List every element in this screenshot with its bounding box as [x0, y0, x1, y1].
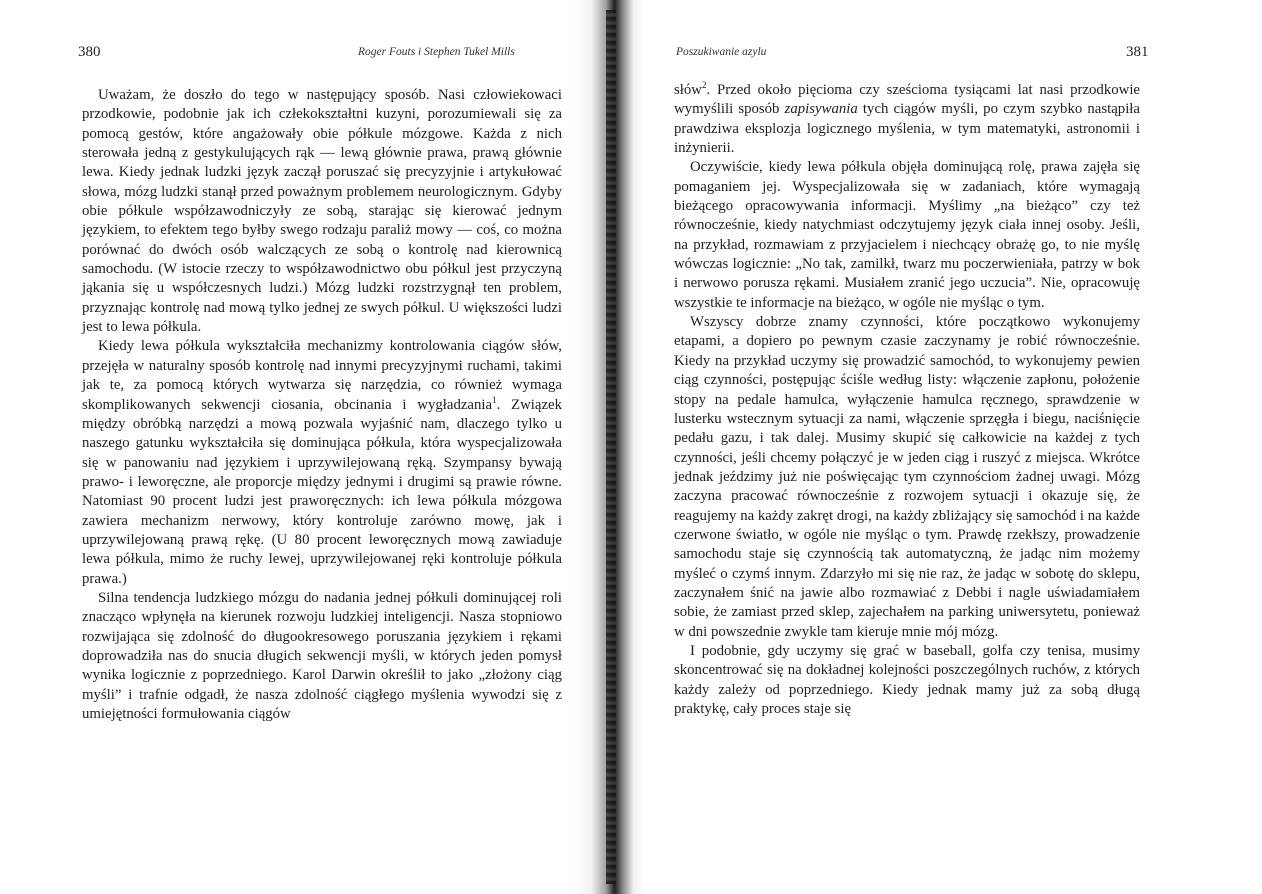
body-text	[82, 86, 562, 724]
paragraph: Uważam, że doszło do tego w następujący sposób. Nasi człowiekowaci przodkowie, podobnie jak ich człekokształtni kuzyni, porozumiewali się za pomocą gestów, które angażowały obie półkule mózgowe. Każda z nich sterowała jedną z gestykulujących rąk — lewą głównie prawa, prawą głównie lewa. Kiedy jednak ludzki język zaczął poruszać się precyzyjnie i artykułować słowa, mózg ludzki stanął przed poważnym problemem neurologicznym. Gdyby obie półkule współzawodniczyły ze sobą, starając się kierować jednym językiem, to efektem tego byłby swego rodzaju paraliż mowy — coś, co można porównać do dwóch osób walczących ze sobą o kontrolę nad kierownicą samochodu. (W istocie rzeczy to współzawodnictwo obu półkul jest przyczyną jąkania się u współczesnych ludzi.) Mózg ludzki rozstrzygnął ten problem, przyznając kontrolę nad mową tylko jednej ze swych półkul. U większości ludzi jest to lewa półkula.	[82, 87, 562, 336]
paragraph: Wszyscy dobrze znamy czynności, które początkowo wykonujemy etapami, a dopiero po pewnym czasie zaczynamy je robić równocześnie. Kiedy na przykład uczymy się prowadzić samochód, to wykonujemy pewien ciąg czynności, postępując ściśle według listy: włączenie zapłonu, położenie stopy na pedale hamulca, wyłączenie hamulca ręcznego, sprawdzenie w lusterku wstecznym sytuacji za nami, włączenie sprzęgła i biegu, naciśnięcie pedału gazu, i tak dalej. Musimy skupić się całkowicie na każdej z tych czynności, jeśli chcemy połączyć je w jeden ciąg i ruszyć z miejsca. Wkrótce jednak jeździmy już nie poświęcając tym czynnościom żadnej uwagi. Mózg zaczyna pracować równocześnie z rozwojem sytuacji i okazuje się, że reagujemy na każdy zakręt drogi, na każdy zbliżający się samochód i na każde czerwone światło, w ogóle nie myśląc o tym. Prawdę rzekłszy, prowadzenie samochodu staje się czynnością tak automatyczną, że jadąc nim możemy myśleć o czymś innym. Zdarzyło mi się nie raz, że jadąc w sobotę do sklepu, zaczynałem śnić na jawie albo rozmawiać z Debbi i nagle uświadamiałem sobie, że zamiast przed sklep, zajechałem na parking uniwersytetu, ponieważ w dni powszednie zwykle tam kieruje mnie mój mózg.	[674, 314, 1140, 640]
running-head: Poszukiwanie azylu	[676, 46, 767, 58]
paragraph: Silna tendencja ludzkiego mózgu do nadania jednej półkuli dominującej roli znacząco wpłynęła na kierunek rozwoju ludzkiej inteligencji. Nasza stopniowo rozwijająca się zdolność do długookresowego poruszania językiem i rękami doprowadziła nas do snucia długich sekwencji myśli, w których jeden pomysł wynika logicznie z poprzedniego. Karol Darwin określił to jako „złożony ciąg myśli” i trafnie odgadł, że nasza zdolność ciągłego myślenia wywodzi się z umiejętności formułowania ciągów	[82, 589, 562, 722]
page-number: 380	[78, 44, 101, 60]
paragraph: Oczywiście, kiedy lewa półkula objęła dominującą rolę, prawa zajęła się pomaganiem jej. Wyspecjalizowała się w zadaniach, które wymagają bieżącego opracowywania informacji. Myślimy „na bieżąco” czy też równocześnie, kiedy natychmiast odczytujemy język ciała innej osoby. Jeśli, na przykład, rozmawiam z przyjacielem i niechcący obrażę go, to nie myślę wówczas logicznie: „No tak, zamilkł, twarz mu poczerwieniała, patrzy w bok i nerwowo porusza rękami. Musiałem zranić jego uczucia”. Nie, opracowuję wszystkie te informacje na bieżąco, w ogóle nie myśląc o tym.	[674, 159, 1140, 311]
right-page	[640, 0, 1262, 894]
book-gutter	[574, 0, 644, 894]
footnote-ref: 1	[492, 394, 497, 405]
body-text	[674, 81, 1140, 719]
paragraph: słów$^2$. Przed około pięcioma czy sześcioma tysiącami lat nasi przodkowie wymyślili sposób zapisywania tych ciągów myśli, po czym szybko nastąpiła prawdziwa eksplozja logicznego myślenia, w tym matematyki, astronomii i inżynierii.	[674, 80, 1140, 157]
running-head: Roger Fouts i Stephen Tukel Mills	[358, 46, 515, 58]
paragraph: Kiedy lewa półkula wykształciła mechanizmy kontrolowania ciągów słów, przejęła w naturalny sposób kontrolę nad innymi precyzyjnymi ruchami, takimi jak te, za pomocą których wytwarza się narzędzia, co również wymaga skomplikowanych sekwencji ciosania, obcinania i wygładzania$^1$. Związek między obróbką narzędzi a mową pozwala wyjaśnić nam, dlaczego tylko u naszego gatunku wykształciła się dominująca półkula, która wyspecjalizowała się w panowaniu nad językiem i uprzywilejowaną ręką. Szympansy bywają prawo- i leworęczne, ale proporcje między jednymi i drugimi są prawie równe. Natomiast 90 procent ludzi jest praworęcznych: ich lewa półkula mózgowa zawiera mechanizm nerwowy, który kontroluje zarówno mowę, jak i uprzywilejowaną prawą rękę. (U 80 procent leworęcznych mową zawiaduje lewa półkula, mimo że ruchy lewej, uprzywilejowanej ręki kontroluje półkula prawa.)	[82, 338, 562, 587]
footnote-ref: 2	[701, 80, 707, 91]
paragraph: I podobnie, gdy uczymy się grać w baseball, golfa czy tenisa, musimy skoncentrować się na dokładnej kolejności poszczególnych ruchów, z których każdy zależy od poprzedniego. Kiedy jednak mamy już za sobą długą praktykę, cały proces staje się	[674, 642, 1140, 717]
page-number: 381	[1126, 44, 1149, 60]
left-page	[0, 0, 600, 894]
